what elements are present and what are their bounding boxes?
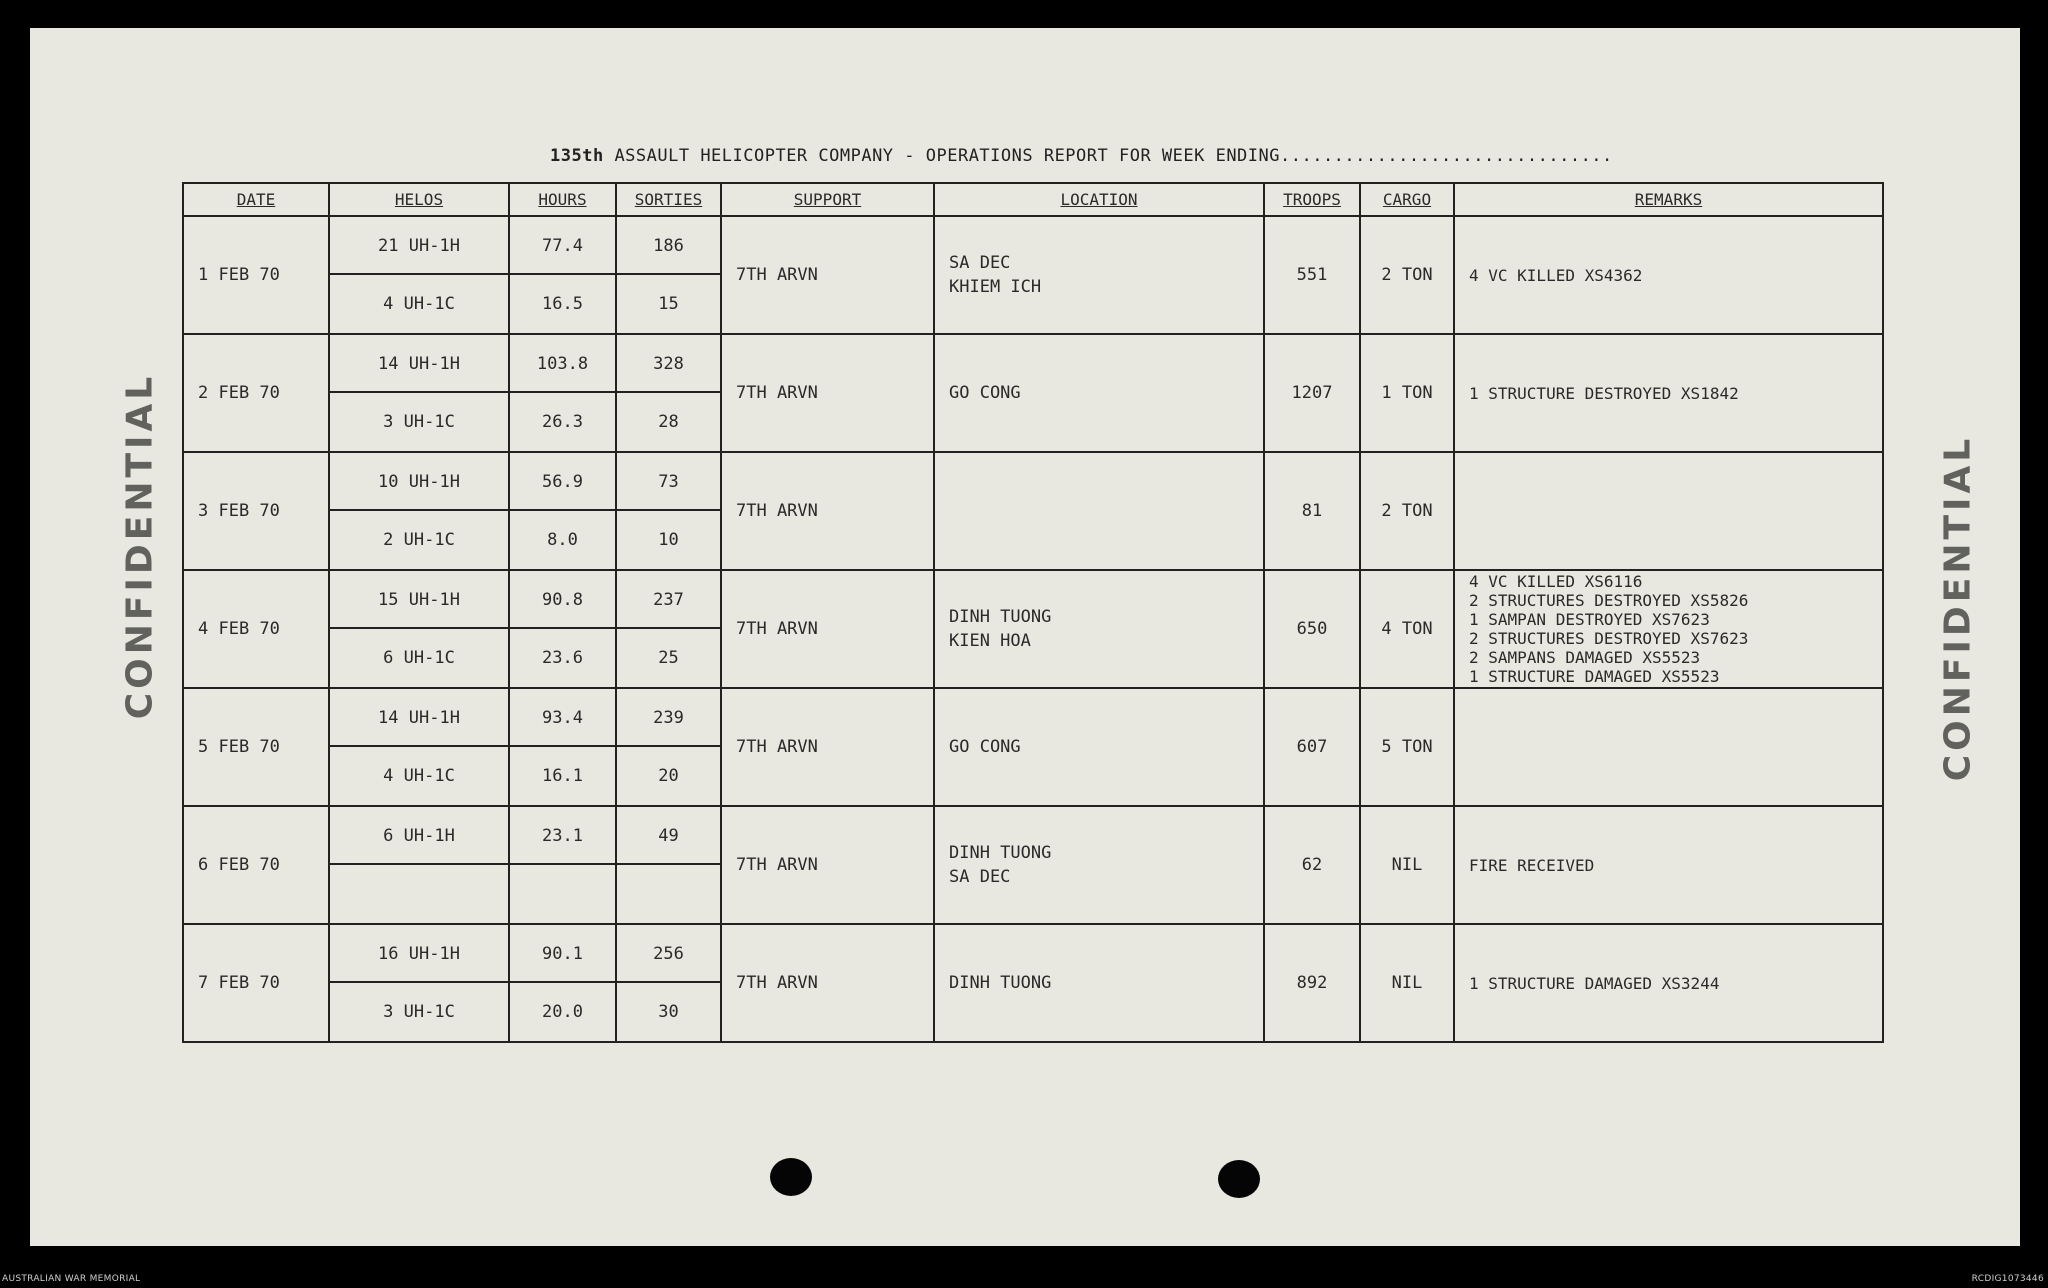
troops-cell: 650 bbox=[1264, 570, 1360, 688]
title-dots: ............................... bbox=[1280, 146, 1613, 166]
location-line: SA DEC bbox=[949, 253, 1011, 273]
location-cell bbox=[934, 570, 1264, 688]
remarks-cell bbox=[1454, 452, 1883, 570]
date-cell: 7 FEB 70 bbox=[183, 924, 329, 1042]
col-header-support: SUPPORT bbox=[721, 183, 934, 216]
hours-top: 93.4 bbox=[510, 690, 615, 747]
support-cell: 7TH ARVN bbox=[721, 334, 934, 452]
troops-cell: 551 bbox=[1264, 216, 1360, 334]
hours-cell bbox=[509, 570, 616, 688]
remark-line: 1 STRUCTURE DESTROYED XS1842 bbox=[1469, 383, 1739, 403]
sorties-cell bbox=[616, 216, 721, 334]
hours-top: 77.4 bbox=[510, 218, 615, 275]
company-number: 135th bbox=[550, 146, 604, 166]
location-cell bbox=[934, 688, 1264, 806]
date-cell: 4 FEB 70 bbox=[183, 570, 329, 688]
hours-bottom bbox=[510, 865, 615, 922]
hours-cell bbox=[509, 452, 616, 570]
remark-line: 1 SAMPAN DESTROYED XS7623 bbox=[1469, 610, 1710, 629]
cargo-cell: 2 TON bbox=[1360, 452, 1454, 570]
helos-top: 14 UH-1H bbox=[330, 336, 508, 393]
table-row bbox=[183, 924, 1883, 1042]
sorties-top: 256 bbox=[617, 926, 720, 983]
remarks-cell bbox=[1454, 216, 1883, 334]
helos-cell bbox=[329, 688, 509, 806]
col-header-sorties: SORTIES bbox=[616, 183, 721, 216]
hours-bottom: 8.0 bbox=[547, 529, 578, 550]
date-cell: 5 FEB 70 bbox=[183, 688, 329, 806]
remark-line: 4 VC KILLED XS4362 bbox=[1469, 265, 1643, 285]
helos-top: 14 UH-1H bbox=[330, 690, 508, 747]
support-cell: 7TH ARVN bbox=[721, 570, 934, 688]
location-line: SA DEC bbox=[949, 867, 1011, 887]
remarks-cell bbox=[1454, 334, 1883, 452]
location-line: KIEN HOA bbox=[949, 631, 1031, 651]
sorties-cell bbox=[616, 570, 721, 688]
remark-line: 1 STRUCTURE DAMAGED XS5523 bbox=[1469, 667, 1720, 686]
location-cell bbox=[934, 452, 1264, 570]
hours-bottom: 16.5 bbox=[542, 293, 583, 314]
troops-cell: 81 bbox=[1264, 452, 1360, 570]
helos-bottom: 4 UH-1C bbox=[383, 293, 455, 314]
location-cell bbox=[934, 216, 1264, 334]
location-cell bbox=[934, 924, 1264, 1042]
cargo-cell: NIL bbox=[1360, 924, 1454, 1042]
report-title bbox=[550, 146, 1613, 166]
sorties-top: 186 bbox=[617, 218, 720, 275]
helos-top: 15 UH-1H bbox=[330, 572, 508, 629]
hours-cell bbox=[509, 688, 616, 806]
hours-cell bbox=[509, 334, 616, 452]
col-header-helos: HELOS bbox=[329, 183, 509, 216]
remark-line: 4 VC KILLED XS6116 bbox=[1469, 572, 1643, 591]
sorties-top: 73 bbox=[617, 454, 720, 511]
footer-id: RCDIG1073446 bbox=[1971, 1274, 2044, 1284]
confidential-stamp-left: CONFIDENTIAL bbox=[119, 372, 161, 720]
hours-bottom: 20.0 bbox=[542, 1001, 583, 1022]
troops-cell: 892 bbox=[1264, 924, 1360, 1042]
helos-cell bbox=[329, 216, 509, 334]
helos-top: 21 UH-1H bbox=[330, 218, 508, 275]
troops-cell: 1207 bbox=[1264, 334, 1360, 452]
troops-cell: 607 bbox=[1264, 688, 1360, 806]
sorties-bottom bbox=[617, 865, 720, 922]
cargo-cell: 2 TON bbox=[1360, 216, 1454, 334]
sorties-top: 49 bbox=[617, 808, 720, 865]
helos-cell bbox=[329, 334, 509, 452]
location-line: DINH TUONG bbox=[949, 607, 1052, 627]
table-row bbox=[183, 570, 1883, 688]
cargo-cell: 1 TON bbox=[1360, 334, 1454, 452]
location-line: DINH TUONG bbox=[949, 973, 1052, 993]
date-cell: 3 FEB 70 bbox=[183, 452, 329, 570]
helos-cell bbox=[329, 452, 509, 570]
support-cell: 7TH ARVN bbox=[721, 806, 934, 924]
operations-table bbox=[182, 182, 1884, 1043]
col-header-remarks: REMARKS bbox=[1454, 183, 1883, 216]
cargo-cell: 5 TON bbox=[1360, 688, 1454, 806]
col-header-hours: HOURS bbox=[509, 183, 616, 216]
hours-cell bbox=[509, 216, 616, 334]
helos-cell bbox=[329, 924, 509, 1042]
hours-bottom: 23.6 bbox=[542, 647, 583, 668]
sorties-bottom: 30 bbox=[658, 1001, 679, 1022]
hours-top: 90.8 bbox=[510, 572, 615, 629]
location-line: GO CONG bbox=[949, 383, 1021, 403]
hours-bottom: 26.3 bbox=[542, 411, 583, 432]
hours-top: 103.8 bbox=[510, 336, 615, 393]
helos-cell bbox=[329, 570, 509, 688]
date-cell: 2 FEB 70 bbox=[183, 334, 329, 452]
footer-source: AUSTRALIAN WAR MEMORIAL bbox=[2, 1274, 141, 1284]
helos-bottom: 6 UH-1C bbox=[383, 647, 455, 668]
sorties-bottom: 10 bbox=[658, 529, 679, 550]
location-cell bbox=[934, 806, 1264, 924]
col-header-cargo: CARGO bbox=[1360, 183, 1454, 216]
helos-bottom: 3 UH-1C bbox=[383, 411, 455, 432]
support-cell: 7TH ARVN bbox=[721, 924, 934, 1042]
table-row bbox=[183, 688, 1883, 806]
table-row bbox=[183, 806, 1883, 924]
sorties-cell bbox=[616, 806, 721, 924]
sorties-cell bbox=[616, 452, 721, 570]
confidential-stamp-right: CONFIDENTIAL bbox=[1937, 434, 1979, 782]
table-row bbox=[183, 334, 1883, 452]
helos-bottom: 2 UH-1C bbox=[383, 529, 455, 550]
helos-bottom: 4 UH-1C bbox=[383, 765, 455, 786]
col-header-troops: TROOPS bbox=[1264, 183, 1360, 216]
punch-hole-left bbox=[770, 1158, 812, 1196]
col-header-location: LOCATION bbox=[934, 183, 1264, 216]
sorties-bottom: 15 bbox=[658, 293, 679, 314]
sorties-top: 237 bbox=[617, 572, 720, 629]
sorties-cell bbox=[616, 334, 721, 452]
support-cell: 7TH ARVN bbox=[721, 452, 934, 570]
table-row bbox=[183, 216, 1883, 334]
helos-top: 6 UH-1H bbox=[330, 808, 508, 865]
helos-bottom: 3 UH-1C bbox=[383, 1001, 455, 1022]
remarks-cell bbox=[1454, 924, 1883, 1042]
helos-top: 10 UH-1H bbox=[330, 454, 508, 511]
remark-line: 2 STRUCTURES DESTROYED XS5826 bbox=[1469, 591, 1749, 610]
date-cell: 1 FEB 70 bbox=[183, 216, 329, 334]
remark-line: 1 STRUCTURE DAMAGED XS3244 bbox=[1469, 973, 1720, 993]
location-cell bbox=[934, 334, 1264, 452]
remark-line: 2 SAMPANS DAMAGED XS5523 bbox=[1469, 648, 1701, 667]
location-line: KHIEM ICH bbox=[949, 277, 1042, 297]
remarks-cell bbox=[1454, 806, 1883, 924]
remarks-cell bbox=[1454, 688, 1883, 806]
punch-hole-right bbox=[1218, 1160, 1260, 1198]
sorties-top: 239 bbox=[617, 690, 720, 747]
sorties-bottom: 20 bbox=[658, 765, 679, 786]
support-cell: 7TH ARVN bbox=[721, 216, 934, 334]
sorties-bottom: 28 bbox=[658, 411, 679, 432]
hours-top: 90.1 bbox=[510, 926, 615, 983]
support-cell: 7TH ARVN bbox=[721, 688, 934, 806]
troops-cell: 62 bbox=[1264, 806, 1360, 924]
hours-cell bbox=[509, 924, 616, 1042]
sorties-cell bbox=[616, 924, 721, 1042]
remark-line: 2 STRUCTURES DESTROYED XS7623 bbox=[1469, 629, 1749, 648]
col-header-date: DATE bbox=[183, 183, 329, 216]
sorties-cell bbox=[616, 688, 721, 806]
date-cell: 6 FEB 70 bbox=[183, 806, 329, 924]
helos-top: 16 UH-1H bbox=[330, 926, 508, 983]
location-line: DINH TUONG bbox=[949, 843, 1052, 863]
sorties-top: 328 bbox=[617, 336, 720, 393]
table-row bbox=[183, 452, 1883, 570]
table-body bbox=[183, 216, 1883, 1042]
header-row bbox=[183, 183, 1883, 216]
hours-bottom: 16.1 bbox=[542, 765, 583, 786]
cargo-cell: NIL bbox=[1360, 806, 1454, 924]
helos-cell bbox=[329, 806, 509, 924]
sorties-bottom: 25 bbox=[658, 647, 679, 668]
location-line: GO CONG bbox=[949, 737, 1021, 757]
hours-top: 23.1 bbox=[510, 808, 615, 865]
cargo-cell: 4 TON bbox=[1360, 570, 1454, 688]
hours-top: 56.9 bbox=[510, 454, 615, 511]
hours-cell bbox=[509, 806, 616, 924]
helos-bottom bbox=[330, 865, 508, 922]
remarks-cell bbox=[1454, 570, 1883, 688]
remark-line: FIRE RECEIVED bbox=[1469, 855, 1595, 875]
title-text: ASSAULT HELICOPTER COMPANY - OPERATIONS REPORT FOR WEEK ENDING bbox=[614, 146, 1280, 166]
